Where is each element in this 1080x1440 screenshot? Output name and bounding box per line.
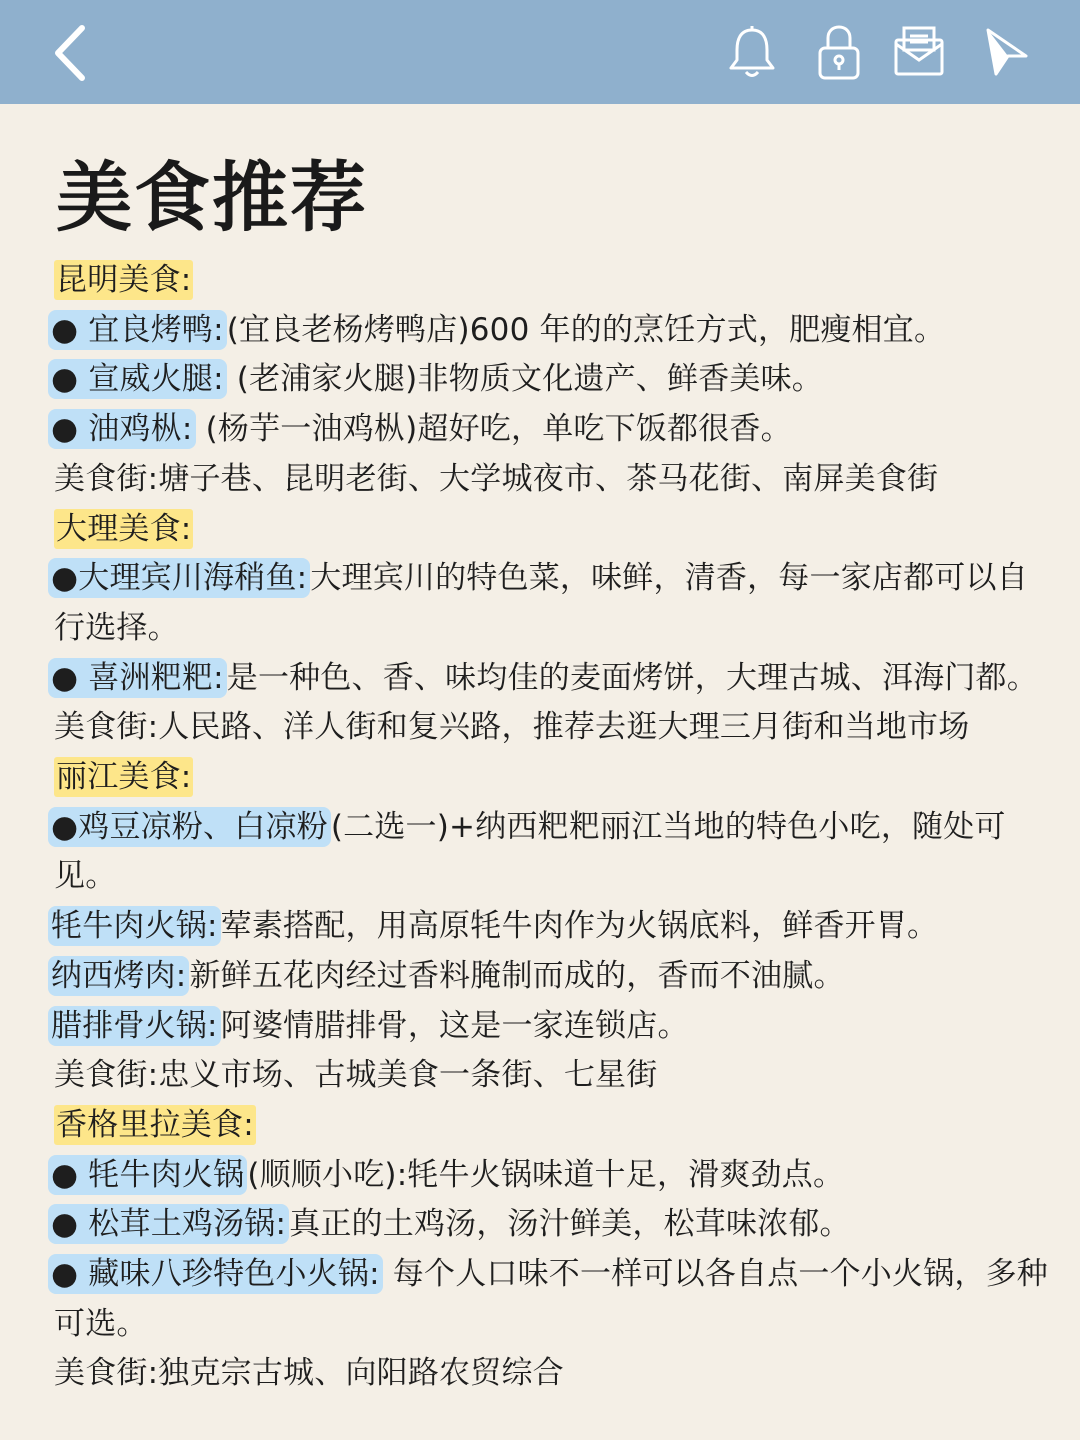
list-item [51, 803, 1050, 902]
dish-name: ● 松茸土鸡汤锅: [48, 1204, 289, 1244]
food-street: 美食街:塘子巷、昆明老街、大学城夜市、茶马花街、南屏美食街 [54, 460, 939, 497]
dish-desc: 新鲜五花肉经过香料腌制而成的，香而不油腻。 [189, 957, 845, 994]
content [51, 140, 1054, 1399]
list-item [51, 1002, 1054, 1052]
dish-name: ●鸡豆凉粉、白凉粉 [48, 807, 331, 847]
dish-name: ● 油鸡枞: [48, 409, 196, 449]
dish-desc: (杨芋一油鸡枞)超好吃，单吃下饭都很香。 [195, 411, 792, 448]
dish-name: 纳西烤肉: [48, 956, 189, 996]
bell-icon[interactable] [726, 24, 778, 80]
heading-label: 昆明美食: [56, 262, 192, 298]
dish-desc: 大理宾川的特色菜，味鲜，清香，每一家店都可以自行选择。 [54, 560, 1028, 646]
section-heading-shangrila [54, 1101, 1054, 1151]
dish-desc: (顺顺小吃):牦牛火锅味道十足，滑爽劲点。 [247, 1156, 845, 1193]
dish-name: ● 喜洲粑粑: [48, 658, 227, 698]
list-item [51, 355, 1054, 405]
list-item [51, 952, 1054, 1002]
dish-desc: 荤素搭配，用高原牦牛肉作为火锅底料，鲜香开胃。 [220, 908, 939, 945]
lock-icon[interactable] [814, 22, 864, 82]
food-street: 美食街:忠义市场、古城美食一条街、七星街 [54, 1057, 658, 1094]
dish-desc: 是一种色、香、味均佳的麦面烤饼，大理古城、洱海门都。 [226, 659, 1038, 696]
dish-desc: (二选一)+纳西粑粑丽江当地的特色小吃，随处可见。 [54, 808, 1006, 895]
list-item [51, 654, 1054, 704]
heading-label: 香格里拉美食: [56, 1106, 254, 1143]
list-item [51, 1151, 1054, 1201]
dish-name: ● 宣威火腿: [48, 359, 227, 399]
dish-desc: (老浦家火腿)非物质文化遗产、鲜香美味。 [226, 361, 823, 398]
section-heading-dali [54, 505, 1054, 555]
list-item [51, 1250, 1050, 1349]
list-item [51, 405, 1054, 455]
dish-name: 腊排骨火锅: [48, 1006, 221, 1046]
send-icon[interactable] [982, 26, 1030, 78]
food-street: 美食街:人民路、洋人街和复兴路，推荐去逛大理三月街和当地市场 [54, 709, 970, 746]
dish-desc: 每个人口味不一样可以各自点一个小火锅，多种可选。 [54, 1256, 1049, 1342]
mail-icon[interactable] [892, 24, 946, 80]
chevron-left-icon[interactable] [48, 22, 98, 84]
list-item [51, 902, 1054, 952]
top-bar [0, 0, 1080, 104]
dish-name: ● 牦牛肉火锅 [48, 1155, 247, 1195]
dish-name: ● 宜良烤鸭: [48, 310, 227, 350]
food-street: 美食街:独克宗古城、向阳路农贸综合 [54, 1355, 564, 1392]
list-item [51, 554, 1050, 653]
section-heading-lijiang [54, 753, 1054, 803]
heading-label: 大理美食: [56, 510, 192, 547]
dish-name: ● 藏味八珍特色小火锅: [48, 1254, 383, 1294]
list-item [51, 1200, 1054, 1250]
dish-name: ●大理宾川海稍鱼: [48, 558, 310, 598]
dish-desc: 真正的土鸡汤，汤汁鲜美，松茸味浓郁。 [289, 1206, 851, 1243]
dish-desc: 阿婆情腊排骨，这是一家连锁店。 [220, 1007, 689, 1044]
heading-label: 丽江美食: [56, 759, 192, 796]
dish-name: 牦牛肉火锅: [48, 906, 221, 946]
section-heading-kunming [54, 256, 1054, 306]
list-item [51, 306, 1054, 356]
dish-desc: (宜良老杨烤鸭店)600 年的的烹饪方式，肥瘦相宜。 [226, 311, 946, 348]
page-title: 美食推荐 [56, 153, 368, 242]
